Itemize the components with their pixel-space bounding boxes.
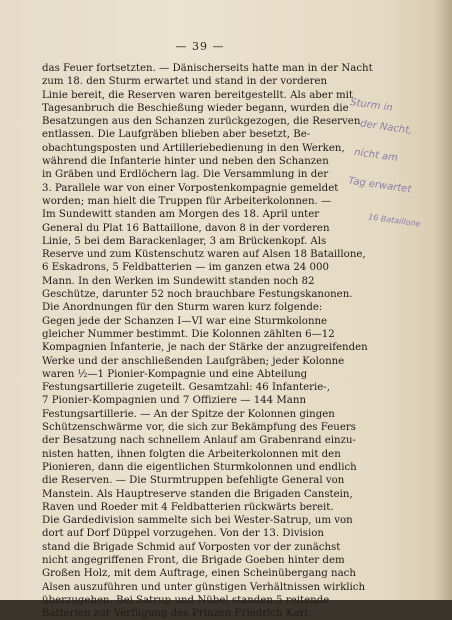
text-line: überzugehen. Bei Satrup und Nübel standen 5 reitende — [42, 594, 330, 606]
text-line: der Besatzung nach schnellem Anlauf am Grabenrand einzu- — [42, 435, 356, 447]
text-line: Großen Holz, mit dem Auftrage, einen Scheinübergang nach — [42, 568, 356, 580]
text-line: Alsen auszuführen und unter günstigen Verhältnissen wirklich — [42, 581, 366, 593]
text-line: worden; man hielt die Truppen für Arbeiterkolonnen. — — [42, 195, 332, 207]
page-edge-shadow — [434, 0, 452, 600]
text-line: Reserve und zum Küstenschutz waren auf Alsen 18 Bataillone, — [42, 249, 366, 261]
text-line: Raven und Roeder mit 4 Feldbatterien rückwärts bereit. — [42, 501, 334, 513]
margin-note: Sturm in — [349, 97, 394, 114]
text-line: Batterien zur Verfügung des Prinzen Friedrich Karl. — [42, 608, 312, 620]
text-line: dort auf Dorf Düppel vorzugehen. Von der 13. Division — [42, 528, 324, 540]
text-line: gleicher Nummer bestimmt. Die Kolonnen zählten 6—12 — [42, 328, 335, 340]
text-line: General du Plat 16 Battaillone, davon 8 in der vorderen — [42, 222, 330, 234]
text-line: Besatzungen aus den Schanzen zurückgezogen, die Reserven — [42, 116, 361, 128]
text-line: in Gräben und Erdlöchern lag. Die Versammlung in der — [42, 169, 329, 181]
text-line: stand die Brigade Schmid auf Vorposten vor der zunächst — [42, 541, 341, 553]
text-line: Die Anordnungen für den Sturm waren kurz folgende: — [42, 302, 323, 314]
text-line: während die Infanterie hinter und neben den Schanzen — [42, 156, 329, 168]
page-number: — 39 — — [175, 40, 225, 53]
margin-note: Tag erwartet — [347, 175, 412, 196]
text-line: entlassen. Die Laufgräben blieben aber besetzt, Be- — [42, 129, 311, 141]
text-line: Festungsartillerie. — An der Spitze der Kolonnen gingen — [42, 408, 335, 420]
text-line: Gegen jede der Schanzen I—VI war eine Sturmkolonne — [42, 315, 328, 327]
margin-note: der Nacht, — [359, 118, 413, 137]
text-line: 3. Parallele war von einer Vorpostenkompagnie gemeldet — [42, 182, 339, 194]
text-line: obachtungsposten und Artilleriebedienung in den Werken, — [42, 142, 345, 154]
text-line: nisten hatten, ihnen folgten die Arbeiterkolonnen mit den — [42, 448, 341, 460]
text-line: 6 Eskadrons, 5 Feldbatterien — im ganzen etwa 24 000 — [42, 262, 329, 274]
text-line: Die Gardedivision sammelte sich bei Wester-Satrup, um von — [42, 515, 353, 527]
text-line: Pionieren, dann die eigentlichen Sturmkolonnen und endlich — [42, 461, 357, 473]
text-line: die Reserven. — Die Sturmtruppen befehligte General von — [42, 475, 345, 487]
text-line: Tagesanbruch die Beschießung wieder begann, wurden die — [42, 102, 349, 114]
margin-note: 16 Bataillone — [367, 212, 422, 229]
text-line: Im Sundewitt standen am Morgen des 18. April unter — [42, 209, 320, 221]
text-line: 7 Pionier-Kompagnien und 7 Offiziere — 144 Mann — [42, 395, 306, 407]
text-line: waren ½—1 Pionier-Kompagnie und eine Abteilung — [42, 368, 308, 380]
text-line: Mann. In den Werken im Sundewitt standen noch 82 — [42, 275, 315, 287]
text-line: nicht angegriffenen Front, die Brigade Goeben hinter dem — [42, 554, 345, 566]
text-line: Manstein. Als Hauptreserve standen die Brigaden Canstein, — [42, 488, 353, 500]
text-line: zum 18. den Sturm erwartet und stand in der vorderen — [42, 76, 328, 88]
margin-note: nicht am — [353, 146, 399, 165]
text-line: Geschütze, darunter 52 noch brauchbare Festungskanonen. — [42, 289, 353, 301]
text-line: Werke und der anschließenden Laufgräben; jeder Kolonne — [42, 355, 345, 367]
text-line: Kompagnien Infanterie, je nach der Stärke der anzugreifenden — [42, 342, 368, 354]
text-line: Linie bereit, die Reserven waren bereitgestellt. Als aber mit — [42, 89, 353, 101]
text-line: Festungsartillerie zugeteilt. Gesamtzahl: 46 Infanterie-, — [42, 382, 330, 394]
text-line: das Feuer fortsetzten. — Dänischerseits hatte man in der Nacht — [42, 63, 373, 74]
text-line: Linie, 5 bei dem Barackenlager, 3 am Brückenkopf. Als — [42, 235, 327, 247]
text-line: Schützenschwärme vor, die sich zur Bekämpfung des Feuers — [42, 422, 356, 434]
